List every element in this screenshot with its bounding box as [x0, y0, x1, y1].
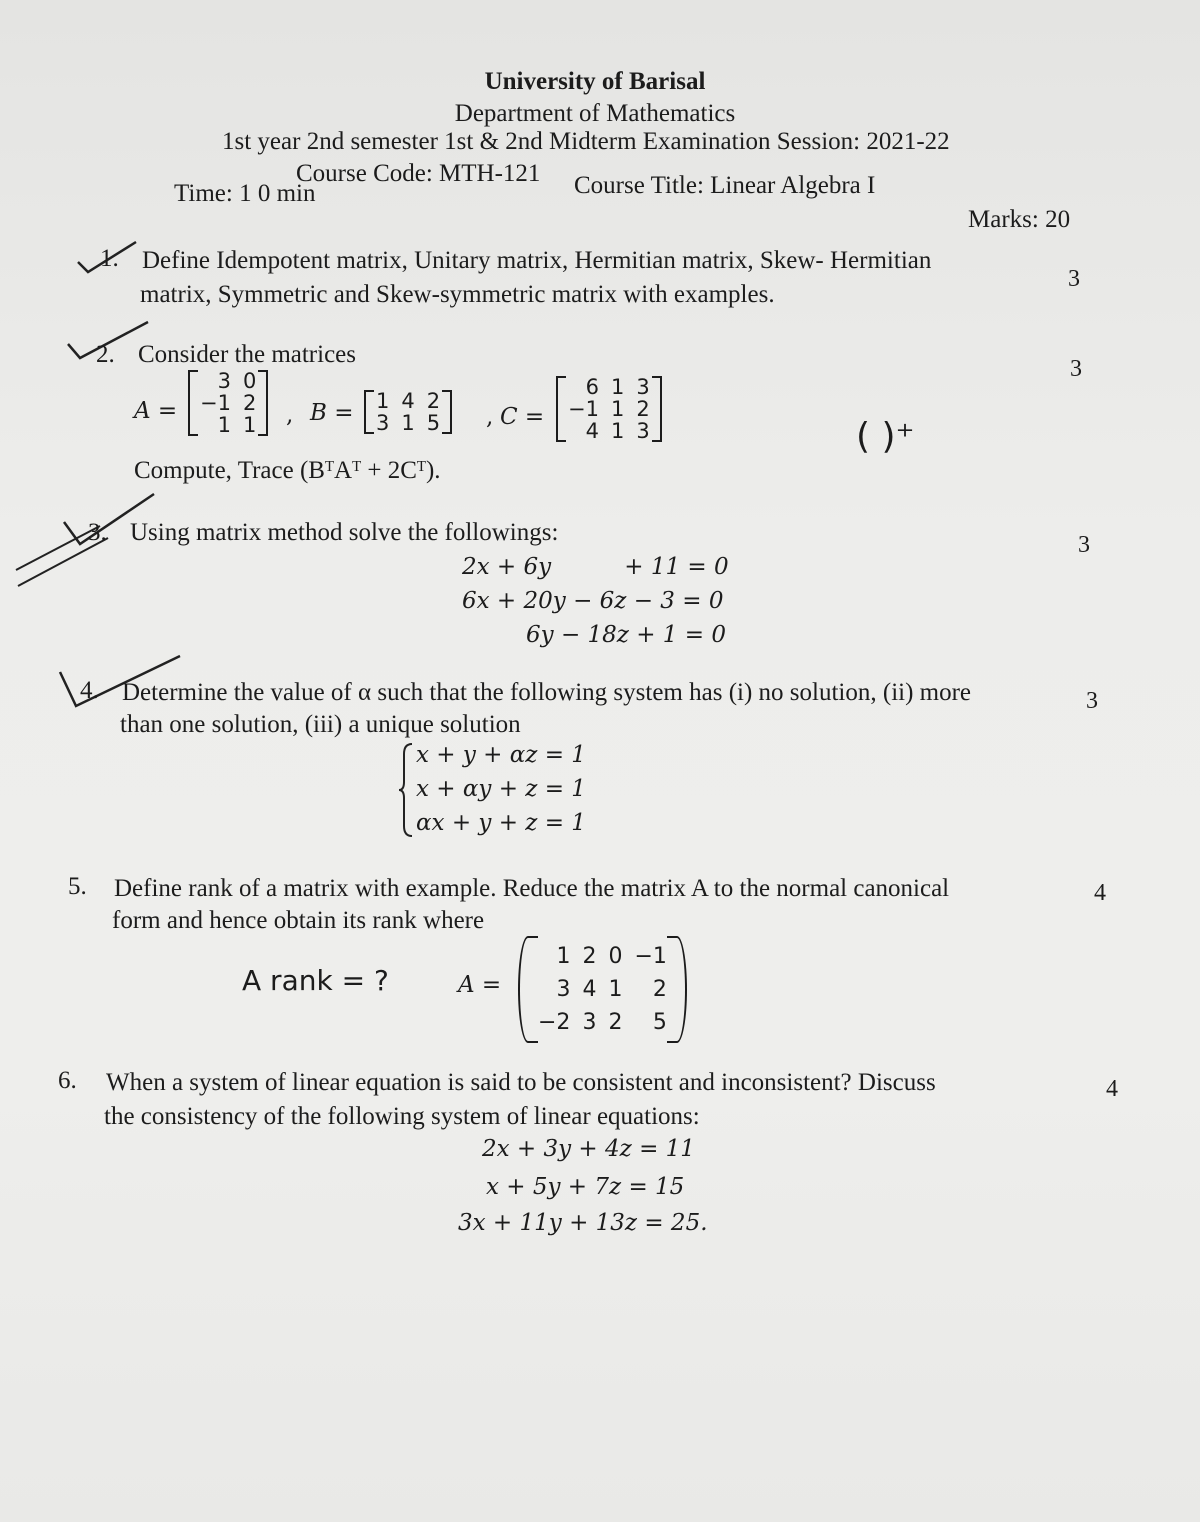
question-marks: 4: [1094, 880, 1106, 906]
question-text-line-2: form and hence obtain its rank where: [112, 907, 485, 934]
matrix-a-label: A =: [134, 398, 178, 424]
question-text: Consider the matrices: [138, 341, 356, 368]
equation-1: x + y + αz = 1: [416, 742, 586, 768]
question-text: Using matrix method solve the followings:: [130, 519, 559, 546]
handwritten-note: ( )⁺: [856, 416, 915, 457]
question-number: 5.: [68, 873, 87, 900]
equation-2: 6x + 20y − 6z − 3 = 0: [462, 588, 724, 614]
exam-time: Time: 1 0 min: [174, 180, 316, 207]
question-text-line-1: Determine the value of α such that the following system has (i) no solution, (ii) more: [122, 679, 972, 706]
compute-trace: Compute, Trace (BᵀAᵀ + 2Cᵀ).: [134, 457, 441, 484]
question-number: 4.: [80, 677, 99, 704]
handwritten-note: A rank = ?: [242, 964, 389, 997]
question-text-line-1: Define Idempotent matrix, Unitary matrix, Hermitian matrix, Skew- Hermitian: [142, 247, 932, 274]
question-number: 6.: [58, 1067, 77, 1094]
question-marks: 4: [1106, 1076, 1118, 1102]
question-number: 1.: [100, 245, 119, 272]
university-name: University of Barisal: [484, 68, 706, 95]
equation-1: 2x + 3y + 4z = 11: [482, 1136, 695, 1162]
equation-2: x + 5y + 7z = 15: [486, 1174, 685, 1200]
question-marks: 3: [1068, 266, 1080, 292]
equation-1: 2x + 6y + 11 = 0: [462, 554, 729, 580]
question-marks: 3: [1086, 688, 1098, 714]
question-number: 3.: [88, 519, 107, 546]
total-marks: Marks: 20: [968, 206, 1071, 233]
equation-3: 3x + 11y + 13z = 25.: [458, 1210, 708, 1236]
question-text-line-1: Define rank of a matrix with example. Reduce the matrix A to the normal canonical: [114, 875, 950, 902]
question-text-line-2: than one solution, (iii) a unique solution: [120, 711, 521, 738]
question-text-line-1: When a system of linear equation is said to be consistent and inconsistent? Discuss: [106, 1069, 936, 1096]
question-text-line-2: matrix, Symmetric and Skew-symmetric matrix with examples.: [140, 281, 775, 308]
matrix-a-label: A =: [458, 972, 502, 998]
matrix-a: 1 2 0 −1 3 4 1 2 −2 3 2 5: [532, 940, 673, 1039]
question-marks: 3: [1070, 356, 1082, 382]
matrix-c: 6 1 3 −1 1 2 4 1 3: [562, 376, 656, 442]
brace-icon: [398, 742, 416, 838]
course-title: Course Title: Linear Algebra I: [574, 172, 876, 199]
equation-3: 6y − 18z + 1 = 0: [526, 622, 726, 648]
question-number: 2.: [96, 341, 115, 368]
exam-title: 1st year 2nd semester 1st & 2nd Midterm Examination Session: 2021-22: [222, 128, 950, 155]
exam-paper: University of Barisal Department of Mathematics 1st year 2nd semester 1st & 2nd Midterm Examination Session: 2021-22 Course Code: MTH-121 Course Title: Linear Algebra I Time: 1 0 min Marks: 20 1. Define Idempotent matrix, Unitary matrix, Hermitian matrix, Skew- Hermitian matrix, Symmetric and Skew-symmetric matrix with examples. 3 2. Consider the matrices 3 A = 3 0 −1 2 1 1 , B = 1 4 2 3 1 5 , C = 6 1 3 −1 1 2 4 1 3 Compute, Trace (BᵀAᵀ + 2Cᵀ). ( )⁺ 3. Using matrix method solve the followings: 3 2x + 6y + 11 = 0 6x + 20y − 6z − 3 = 0 6y − 18z + 1 = 0 4. Determine the value of α such that the following system has (i) no solution, (ii) more than one solution, (iii) a unique solution 3 x + y + αz = 1 x + αy + z = 1 αx + y + z = 1 5. Define rank of a matrix with example. Reduce the matrix A to the normal canonical form and hence obtain its rank where 4 A rank = ? A = 1 2 0 −1 3 4 1 2 −2 3 2 5 6. When a system of linear equation is said to be consistent and inconsistent? Discuss the consistency of the following system of linear equations: 4 2x + 3y + 4z = 11 x + 5y + 7z = 15 3x + 11y + 13z = 25.: [0, 0, 1200, 1522]
matrix-b-label: B =: [310, 400, 354, 426]
matrix-a: 3 0 −1 2 1 1: [194, 370, 262, 436]
question-text-line-2: the consistency of the following system of linear equations:: [104, 1103, 700, 1130]
matrix-b: 1 4 2 3 1 5: [370, 390, 446, 434]
equation-2: x + αy + z = 1: [416, 776, 586, 802]
question-marks: 3: [1078, 532, 1090, 558]
equation-3: αx + y + z = 1: [416, 810, 586, 836]
course-code: Course Code: MTH-121: [296, 160, 541, 187]
matrix-c-label: C =: [500, 404, 545, 430]
department-name: Department of Mathematics: [454, 100, 736, 127]
